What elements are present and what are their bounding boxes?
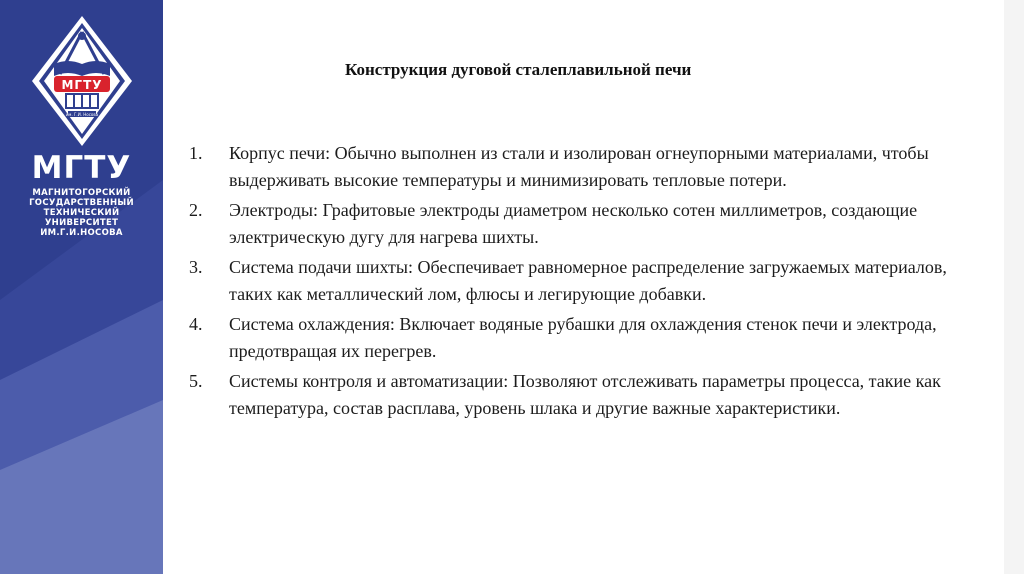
list-item — [189, 197, 979, 250]
item-text: Корпус печи: Обычно выполнен из стали и изолирован огнеупорными материалами, чтобы выдерживать высокие температуры и минимизировать тепловые потери. — [229, 143, 929, 190]
item-number: 3. — [189, 257, 203, 277]
name-line: ТЕХНИЧЕСКИЙ — [43, 208, 120, 218]
right-edge-strip — [1004, 0, 1024, 574]
logo-badge-text: МГТУ — [61, 78, 103, 92]
item-number: 4. — [189, 314, 203, 334]
item-number: 1. — [189, 143, 203, 163]
university-full-name — [0, 188, 163, 238]
list-item — [189, 254, 979, 307]
logo-emblem — [30, 14, 134, 148]
item-number: 5. — [189, 371, 203, 391]
university-logo — [0, 0, 163, 250]
item-text: Системы контроля и автоматизации: Позволяют отслеживать параметры процесса, такие как температура, состав расплава, уровень шлака и другие важные характеристики. — [229, 371, 941, 418]
name-line: УНИВЕРСИТЕТ — [44, 218, 119, 228]
logo-caption: им. Г.И. Носова — [65, 112, 99, 117]
name-line: ИМ.Г.И.НОСОВА — [40, 228, 123, 238]
name-line: ГОСУДАРСТВЕННЫЙ — [29, 198, 134, 208]
item-text: Система подачи шихты: Обеспечивает равномерное распределение загружаемых материалов, таких как металлический лом, флюсы и легирующие добавки. — [229, 257, 947, 304]
item-text: Система охлаждения: Включает водяные рубашки для охлаждения стенок печи и электрода, предотвращая их перегрев. — [229, 314, 937, 361]
university-abbreviation: МГТУ — [31, 150, 132, 186]
sidebar-panel — [0, 0, 163, 574]
item-text: Электроды: Графитовые электроды диаметром несколько сотен миллиметров, создающие электрическую дугу для нагрева шихты. — [229, 200, 918, 247]
list-item — [189, 311, 979, 364]
slide-title: Конструкция дуговой сталеплавильной печи — [345, 60, 692, 79]
item-number: 2. — [189, 200, 203, 220]
list-item — [189, 368, 979, 421]
name-line: МАГНИТОГОРСКИЙ — [32, 188, 131, 198]
content-list — [189, 140, 979, 425]
list-item — [189, 140, 979, 193]
